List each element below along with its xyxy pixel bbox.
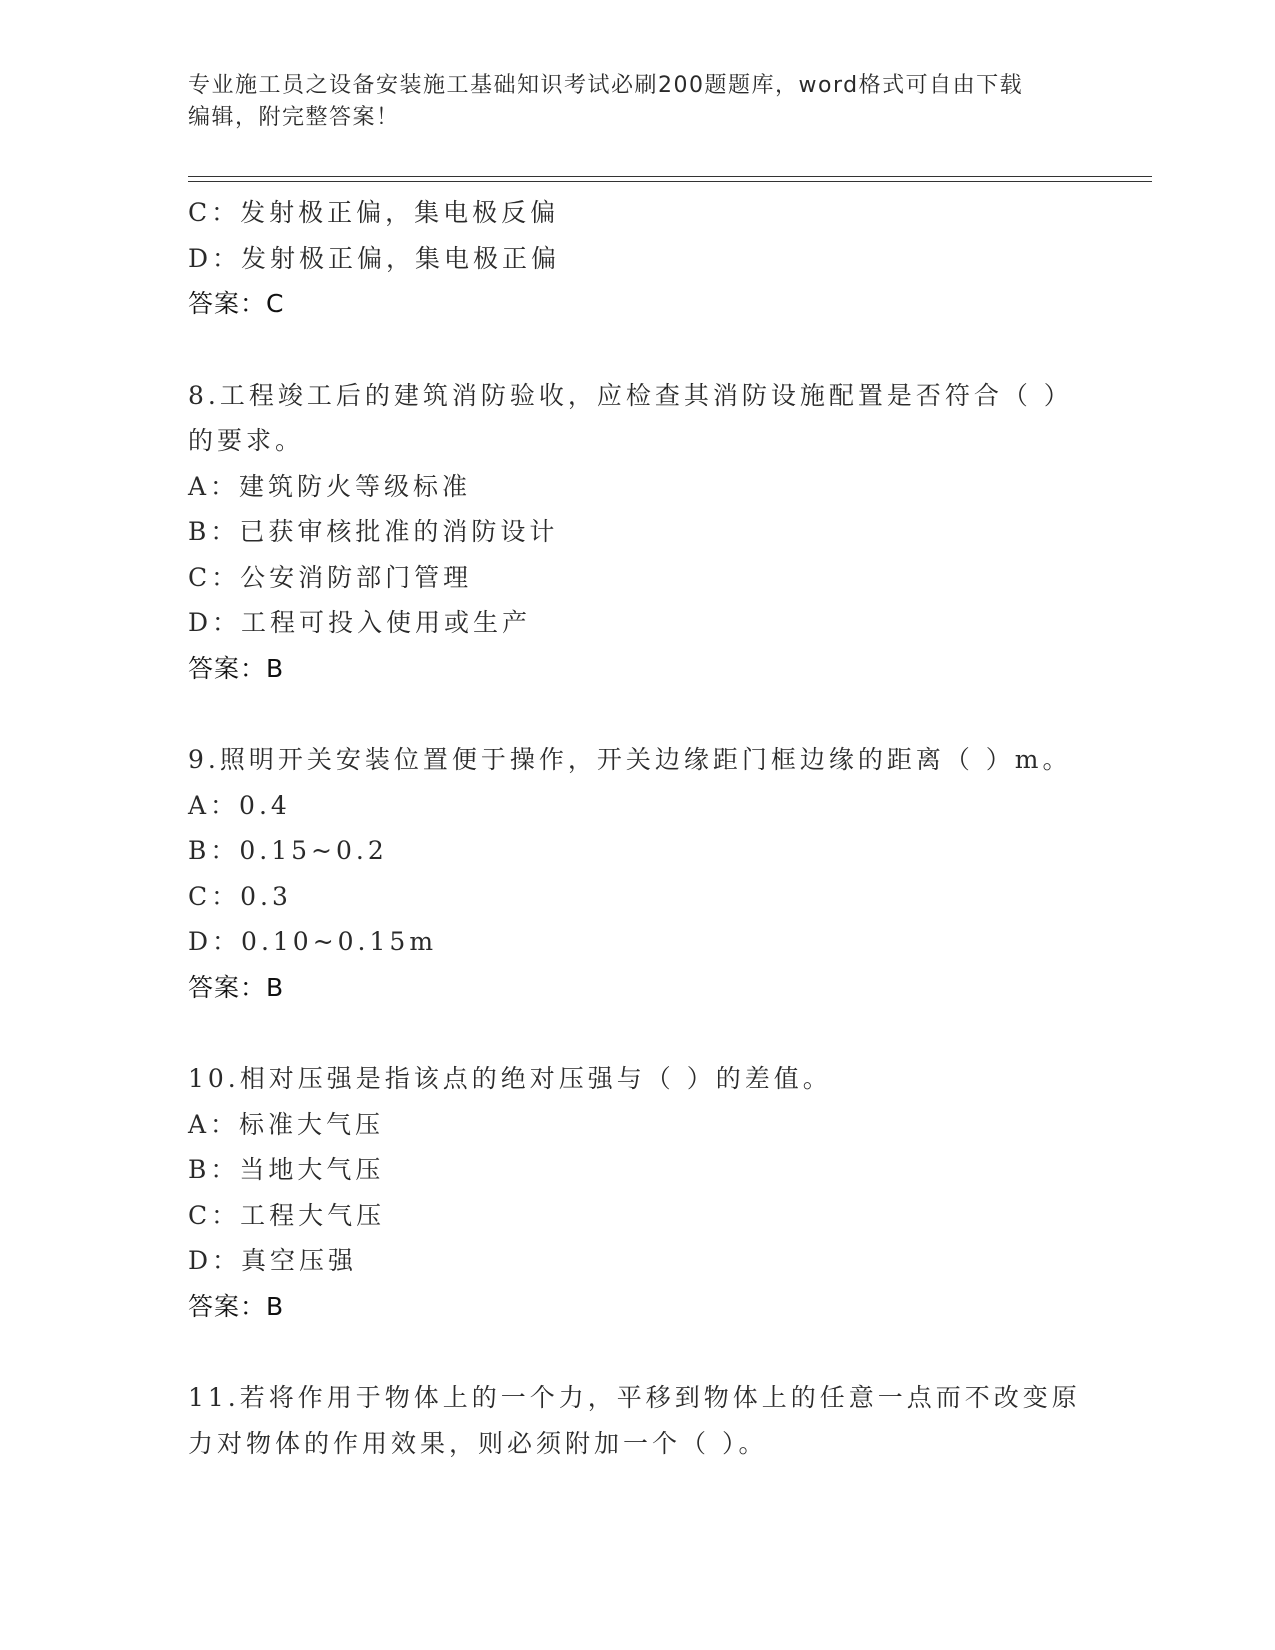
option-a: A：0.4	[188, 790, 291, 820]
question-stem-line-1: 10.相对压强是指该点的绝对压强与（ ）的差值。	[188, 1064, 832, 1093]
header-title-line-2: 编辑，附完整答案！	[188, 105, 400, 130]
option-c: C：0.3	[188, 881, 292, 911]
question-10	[188, 1056, 1108, 1329]
question-9	[188, 737, 1108, 1010]
question-gap	[188, 1329, 1108, 1375]
answer-line: 答案：B	[188, 1291, 285, 1321]
question-stem-line-1: 8.工程竣工后的建筑消防验收，应检查其消防设施配置是否符合（ ）	[188, 380, 1073, 410]
document-header	[188, 70, 1088, 134]
option-d: D：0.10~0.15m	[188, 927, 438, 956]
question-gap	[188, 1010, 1108, 1056]
option-a: A：建筑防火等级标准	[188, 471, 472, 501]
option-b: B：已获审核批准的消防设计	[188, 517, 559, 546]
option-b: B：0.15~0.2	[188, 836, 388, 865]
question-gap	[188, 691, 1108, 737]
header-title-line-1: 专业施工员之设备安装施工基础知识考试必刷200题题库，word格式可自由下载	[188, 73, 1024, 98]
question-stem-line-1: 11.若将作用于物体上的一个力，平移到物体上的任意一点而不改变原	[188, 1383, 1081, 1412]
answer-line: 答案：C	[188, 289, 285, 318]
header-divider-top	[188, 176, 1152, 177]
answer-line: 答案：B	[188, 972, 285, 1002]
option-a: A：标准大气压	[188, 1109, 385, 1139]
option-b: B：当地大气压	[188, 1155, 385, 1184]
question-stem-line-1: 9.照明开关安装位置便于操作，开关边缘距门框边缘的距离（ ）m。	[188, 745, 1072, 774]
question-8	[188, 373, 1108, 692]
option-c: C：公安消防部门管理	[188, 562, 473, 592]
question-11	[188, 1375, 1108, 1466]
option-c: C：工程大气压	[188, 1200, 386, 1230]
question-content	[188, 190, 1108, 1466]
option-d: D：真空压强	[188, 1246, 358, 1275]
question-gap	[188, 327, 1108, 373]
option-d: D：工程可投入使用或生产	[188, 608, 532, 637]
question-7-tail	[188, 190, 1108, 327]
header-divider-bottom	[188, 181, 1152, 182]
option-c: C：发射极正偏，集电极反偏	[188, 198, 560, 227]
answer-line: 答案：B	[188, 653, 285, 683]
question-stem-line-2: 力对物体的作用效果，则必须附加一个（ ）。	[188, 1428, 768, 1458]
option-d: D：发射极正偏，集电极正偏	[188, 243, 561, 273]
question-stem-line-2: 的要求。	[188, 426, 305, 455]
